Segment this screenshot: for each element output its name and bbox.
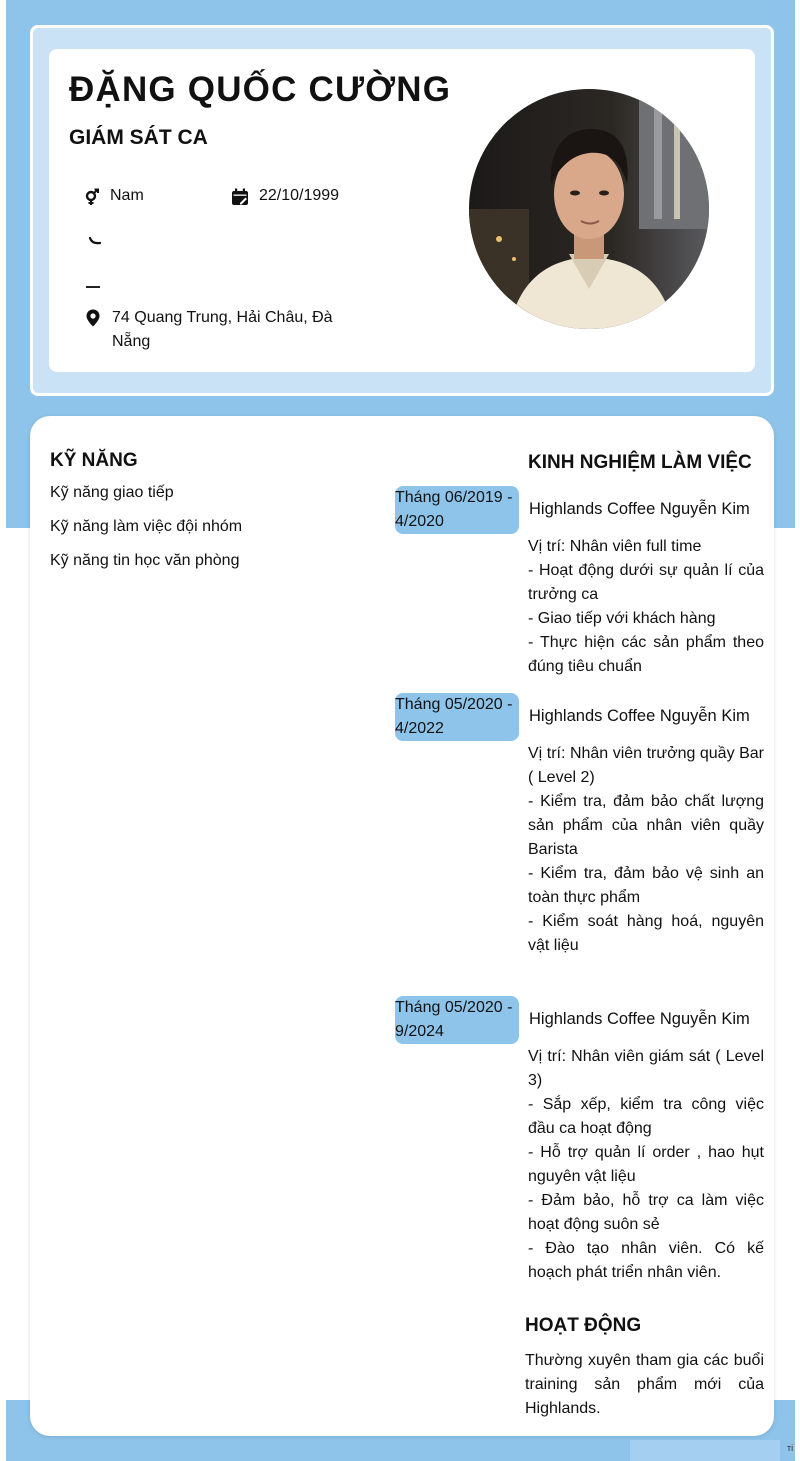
- job-description: [528, 742, 764, 958]
- job-line: - Giao tiếp với khách hàng: [528, 610, 716, 627]
- job-line: Vị trí: Nhân viên full time: [528, 538, 702, 555]
- experience-heading: KINH NGHIỆM LÀM VIỆC: [528, 452, 752, 473]
- skill-item: Kỹ năng tin học văn phòng: [50, 552, 240, 569]
- job-line: - Đào tạo nhân viên. Có kế hoạch phát triển nhân viên.: [528, 1240, 764, 1281]
- activities-text: Thường xuyên tham gia các buổi training sản phẩm mới của Highlands.: [525, 1352, 764, 1417]
- gender-info: [82, 187, 144, 206]
- job-date-badge: Tháng 05/2020 - 9/2024: [395, 996, 519, 1044]
- portrait-illustration: [469, 89, 709, 329]
- job-description: [528, 535, 764, 679]
- job-line: - Thực hiện các sản phẩm theo đúng tiêu chuẩn: [528, 634, 764, 675]
- phone-icon: [89, 237, 101, 245]
- background-corner: [630, 1440, 780, 1461]
- candidate-name: ĐẶNG QUỐC CƯỜNG: [69, 70, 452, 109]
- page-mark: ті: [787, 1443, 794, 1453]
- job-date-badge: Tháng 05/2020 - 4/2022: [395, 693, 519, 741]
- email-icon: [86, 286, 100, 288]
- profile-photo: [469, 89, 709, 329]
- job-line: - Kiểm tra, đảm bảo vệ sinh an toàn thực phẩm: [528, 865, 764, 906]
- gender-icon: [82, 188, 100, 206]
- gender-value: Nam: [110, 187, 144, 204]
- job-company: Highlands Coffee Nguyễn Kim: [529, 707, 750, 725]
- job-line: - Đảm bảo, hỗ trợ ca làm việc hoạt động suôn sẻ: [528, 1192, 764, 1233]
- skill-item: Kỹ năng giao tiếp: [50, 484, 174, 501]
- job-line: - Sắp xếp, kiểm tra công việc đầu ca hoạt động: [528, 1096, 764, 1137]
- job-line: - Kiểm soát hàng hoá, nguyên vật liệu: [528, 913, 764, 954]
- job-date-badge: Tháng 06/2019 - 4/2020: [395, 486, 519, 534]
- job-line: - Hoạt động dưới sự quản lí của trưởng ca: [528, 562, 764, 603]
- skills-heading: KỸ NĂNG: [50, 450, 138, 471]
- calendar-icon: [231, 188, 249, 206]
- location-pin-icon: [84, 309, 102, 327]
- job-line: - Kiểm tra, đảm bảo chất lượng sản phẩm của nhân viên quầy Barista: [528, 793, 764, 858]
- skill-item: Kỹ năng làm việc đội nhóm: [50, 518, 243, 535]
- birthdate-info: [231, 187, 339, 206]
- birthdate-value: 22/10/1999: [259, 187, 340, 204]
- job-company: Highlands Coffee Nguyễn Kim: [529, 1010, 750, 1028]
- address-value: 74 Quang Trung, Hải Châu, Đà Nẵng: [112, 309, 333, 350]
- job-line: Vị trí: Nhân viên trưởng quầy Bar ( Level 2): [528, 745, 764, 786]
- job-line: - Hỗ trợ quản lí order , hao hụt nguyên vật liệu: [528, 1144, 764, 1185]
- job-description: [528, 1045, 764, 1285]
- job-title: GIÁM SÁT CA: [69, 126, 208, 149]
- job-line: Vị trí: Nhân viên giám sát ( Level 3): [528, 1048, 764, 1089]
- job-company: Highlands Coffee Nguyễn Kim: [529, 500, 750, 518]
- address-info: [84, 306, 354, 354]
- activities-heading: HOẠT ĐỘNG: [525, 1315, 642, 1336]
